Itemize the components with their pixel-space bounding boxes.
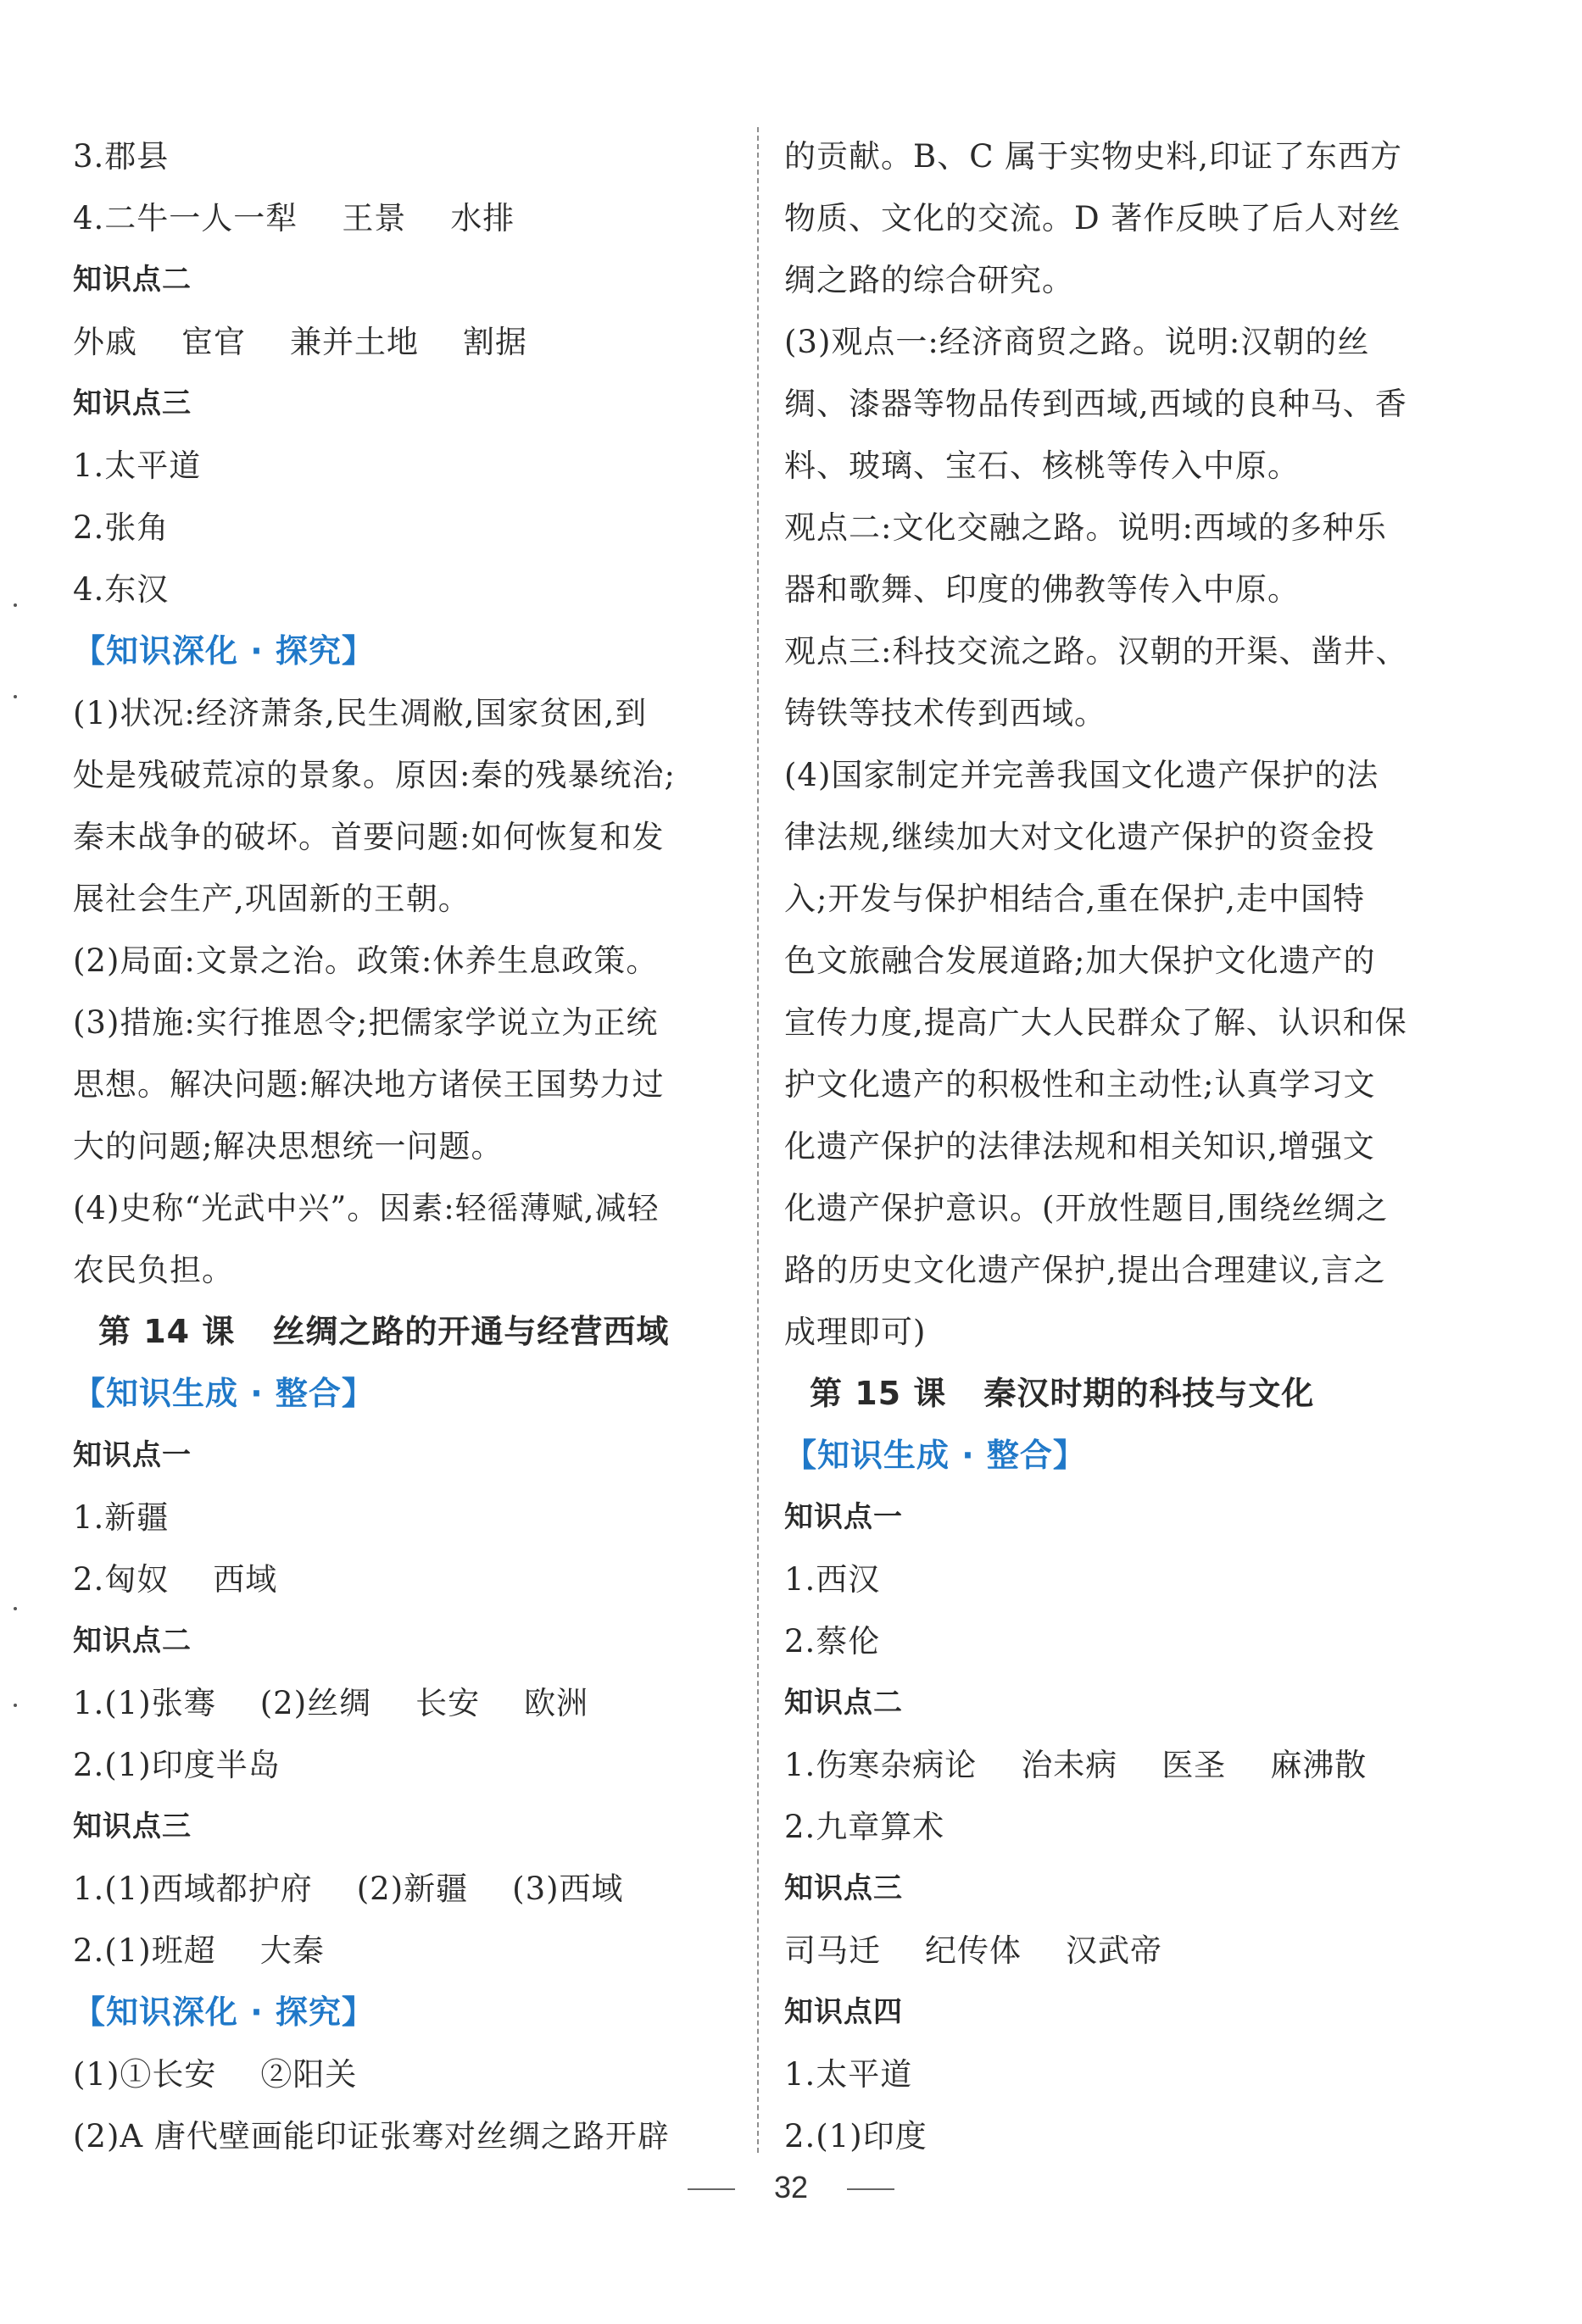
column-divider: [757, 127, 759, 2153]
text-line: 化遗产保护的法律法规和相关知识,增强文: [784, 1128, 1375, 1165]
text-line: (4)国家制定并完善我国文化遗产保护的法: [784, 757, 1379, 793]
text-line: 4.东汉: [73, 571, 170, 608]
scan-dot: [14, 1607, 17, 1610]
lesson-number: 第 15 课: [810, 1375, 947, 1412]
scan-dot: [14, 695, 17, 698]
answer-item: 2.匈奴: [73, 1561, 170, 1598]
answer-line: [73, 311, 743, 373]
lesson-name: 丝绸之路的开通与经营西域: [272, 1313, 670, 1350]
text-line: 1.太平道: [73, 448, 202, 484]
text-line: 1.新疆: [73, 1499, 170, 1536]
section-heading: 【知识生成 · 整合】: [784, 1437, 1086, 1474]
text-line: 农民负担。: [73, 1252, 234, 1288]
answer-item: 外戚: [73, 324, 137, 360]
section-heading: 【知识生成 · 整合】: [73, 1375, 375, 1412]
text-line: 2.(1)印度: [784, 2118, 927, 2154]
page-number: [0, 2170, 1582, 2205]
knowledge-point-heading: 知识点三: [784, 1871, 903, 1905]
answer-item: 西域: [213, 1561, 278, 1598]
text-line: 的贡献。B、C 属于实物史料,印证了东西方: [784, 138, 1403, 175]
answer-item: 王景: [342, 200, 407, 236]
text-line: 路的历史文化遗产保护,提出合理建议,言之: [784, 1252, 1386, 1288]
text-line: 入;开发与保护相结合,重在保护,走中国特: [784, 881, 1365, 917]
text-line: (3)措施:实行推恩令;把儒家学说立为正统: [73, 1004, 659, 1041]
answer-item: (3)西域: [512, 1871, 624, 1907]
answer-item: 大秦: [259, 1932, 325, 1969]
text-line: 观点三:科技交流之路。汉朝的开渠、凿井、: [784, 633, 1408, 670]
text-line: 化遗产保护意识。(开放性题目,围绕丝绸之: [784, 1190, 1389, 1226]
text-line: 绸之路的综合研究。: [784, 262, 1074, 298]
text-line: 成理即可): [784, 1314, 927, 1350]
text-line: (2)局面:文景之治。政策:休养生息政策。: [73, 942, 659, 979]
answer-item: (2)丝绸: [259, 1685, 372, 1721]
text-line: 1.太平道: [784, 2056, 913, 2093]
answer-item: 1.伤寒杂病论: [784, 1747, 978, 1783]
text-line: 律法规,继续加大对文化遗产保护的资金投: [784, 819, 1375, 855]
text-line: 大的问题;解决思想统一问题。: [73, 1128, 504, 1165]
answer-line: [73, 1548, 743, 1610]
answer-item: 汉武帝: [1066, 1932, 1162, 1969]
text-line: (2)A 唐代壁画能印证张骞对丝绸之路开辟: [73, 2118, 670, 2154]
scan-dot: [14, 603, 17, 607]
answer-line: [73, 1672, 743, 1734]
lesson-title: [784, 1363, 1462, 1425]
answer-item: 医圣: [1161, 1747, 1227, 1783]
text-line: 器和歌舞、印度的佛教等传入中原。: [784, 571, 1300, 608]
answer-item: 纪传体: [925, 1932, 1022, 1969]
lesson-title: [73, 1301, 743, 1363]
answer-item: 2.(1)班超: [73, 1932, 216, 1969]
knowledge-point-heading: 知识点三: [73, 386, 192, 420]
text-line: 处是残破荒凉的景象。原因:秦的残暴统治;: [73, 757, 676, 793]
answer-item: ②阳关: [260, 2056, 358, 2093]
answer-item: 1.(1)西域都护府: [73, 1871, 313, 1907]
page-number-value: 32: [773, 2170, 809, 2204]
answer-item: 4.二牛一人一犁: [73, 200, 298, 236]
text-line: 秦末战争的破坏。首要问题:如何恢复和发: [73, 819, 665, 855]
answer-item: 割据: [463, 324, 527, 360]
text-line: 1.西汉: [784, 1561, 881, 1598]
text-line: 2.九章算术: [784, 1809, 945, 1845]
text-line: 铸铁等技术传到西域。: [784, 695, 1106, 731]
answer-line: [73, 187, 743, 249]
left-column: [73, 125, 743, 2167]
knowledge-point-heading: 知识点二: [73, 263, 192, 297]
knowledge-point-heading: 知识点三: [73, 1810, 192, 1843]
knowledge-point-heading: 知识点二: [73, 1624, 192, 1658]
page-number-dash-left: [688, 2188, 735, 2190]
text-line: 宣传力度,提高广大人民群众了解、认识和保: [784, 1004, 1407, 1041]
scan-dot: [14, 1704, 17, 1707]
text-line: 料、玻璃、宝石、核桃等传入中原。: [784, 448, 1300, 484]
lesson-number: 第 14 课: [98, 1313, 236, 1350]
answer-item: 1.(1)张骞: [73, 1685, 216, 1721]
knowledge-point-heading: 知识点一: [73, 1438, 192, 1472]
answer-item: 水排: [450, 200, 515, 236]
text-line: 3.郡县: [73, 138, 170, 175]
answer-line: [784, 1920, 1462, 1982]
answer-item: 宦官: [181, 324, 246, 360]
answer-line: [784, 1734, 1462, 1796]
text-line: 绸、漆器等物品传到西域,西域的良种马、香: [784, 386, 1407, 422]
knowledge-point-heading: 知识点四: [784, 1995, 903, 2029]
text-line: 物质、文化的交流。D 著作反映了后人对丝: [784, 200, 1401, 236]
text-line: (1)状况:经济萧条,民生凋敝,国家贫困,到: [73, 695, 648, 731]
knowledge-point-heading: 知识点一: [784, 1500, 903, 1534]
section-heading: 【知识深化 · 探究】: [73, 632, 375, 670]
answer-item: (1)①长安: [73, 2056, 217, 2093]
answer-item: (2)新疆: [356, 1871, 469, 1907]
text-line: 2.张角: [73, 509, 170, 546]
knowledge-point-heading: 知识点二: [784, 1686, 903, 1720]
right-column: [784, 125, 1462, 2167]
section-heading: 【知识深化 · 探究】: [73, 1993, 375, 2031]
text-line: 色文旅融合发展道路;加大保护文化遗产的: [784, 942, 1376, 979]
answer-item: 麻沸散: [1270, 1747, 1368, 1783]
text-line: 2.(1)印度半岛: [73, 1747, 281, 1783]
answer-item: 治未病: [1021, 1747, 1118, 1783]
answer-item: 长安: [415, 1685, 481, 1721]
answer-item: 司马迁: [784, 1932, 881, 1969]
answer-line: [73, 2043, 743, 2105]
answer-item: 兼并土地: [290, 324, 419, 360]
lesson-name: 秦汉时期的科技与文化: [983, 1375, 1315, 1412]
text-line: 思想。解决问题:解决地方诸侯王国势力过: [73, 1066, 665, 1103]
text-line: (3)观点一:经济商贸之路。说明:汉朝的丝: [784, 324, 1370, 360]
text-line: 护文化遗产的积极性和主动性;认真学习文: [784, 1066, 1376, 1103]
answer-item: 欧洲: [524, 1685, 589, 1721]
text-line: 展社会生产,巩固新的王朝。: [73, 881, 471, 917]
text-line: (4)史称“光武中兴”。因素:轻徭薄赋,减轻: [73, 1190, 660, 1226]
answer-line: [73, 1920, 743, 1982]
page-number-dash-right: [847, 2188, 894, 2190]
text-line: 观点二:文化交融之路。说明:西域的多种乐: [784, 509, 1387, 546]
answer-line: [73, 1858, 743, 1920]
text-line: 2.蔡伦: [784, 1623, 881, 1660]
